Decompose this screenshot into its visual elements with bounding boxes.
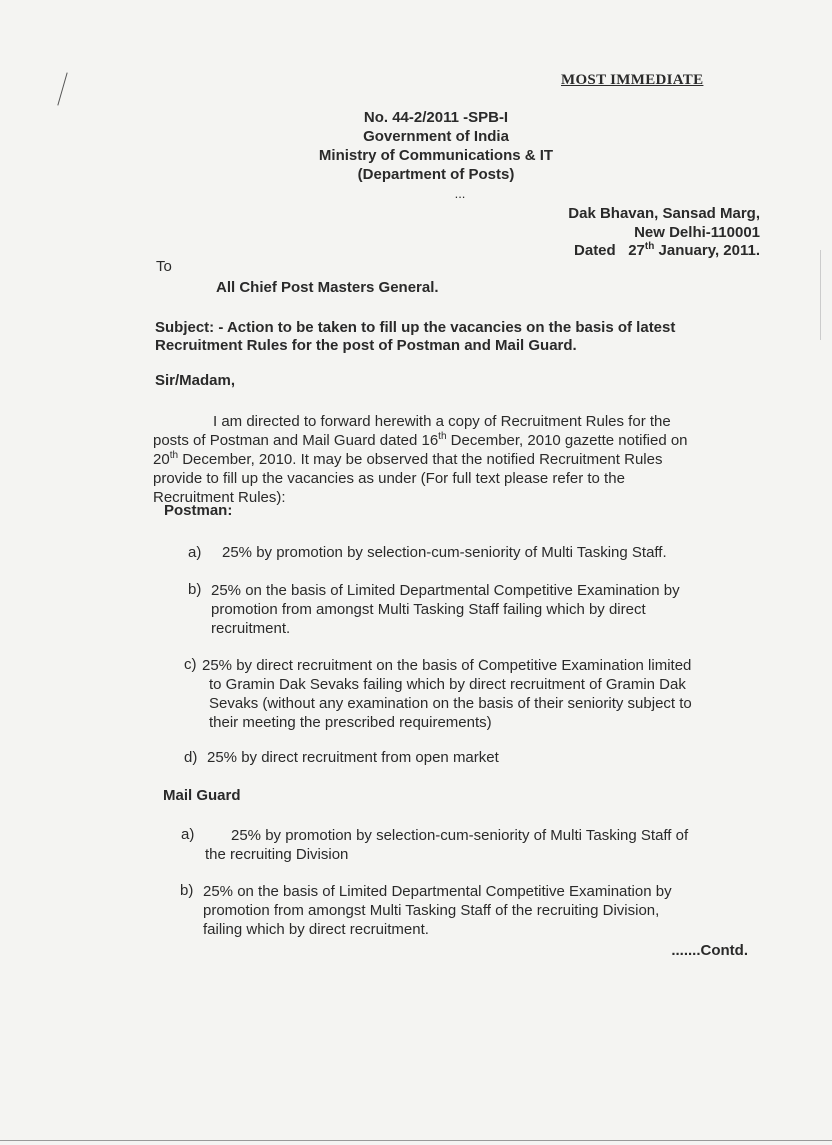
ministry-line: Ministry of Communications & IT <box>318 147 554 164</box>
separator-dots: ... <box>454 186 466 201</box>
postman-b-text <box>211 581 755 638</box>
postman-d-marker: d) <box>184 749 198 766</box>
body-line-2-sup: th <box>438 431 447 442</box>
body-line-3a: 20 <box>153 451 170 468</box>
body-line-4: provide to fill up the vacancies as under (For full text please refer to the <box>153 470 625 487</box>
postman-c-line-3: Sevaks (without any examination on the basis of their seniority subject to <box>209 695 692 712</box>
body-line-1: I am directed to forward herewith a copy of Recruitment Rules for the <box>213 413 671 430</box>
continued-marker: .......Contd. <box>671 942 748 959</box>
postman-b-marker: b) <box>188 581 202 598</box>
file-number: No. 44-2/2011 -SPB-I <box>363 109 509 126</box>
body-paragraph <box>153 412 758 507</box>
mail-guard-b-line-3: failing which by direct recruitment. <box>203 921 429 938</box>
address-line-1: Dak Bhavan, Sansad Marg, <box>568 205 760 222</box>
priority-label: MOST IMMEDIATE <box>561 72 704 88</box>
subject-line-2: Recruitment Rules for the post of Postman and Mail Guard. <box>155 337 577 354</box>
body-line-3 <box>153 450 758 469</box>
subject-block <box>155 319 760 355</box>
body-line-2b: December, 2010 gazette notified on <box>446 432 688 449</box>
recipient-name: All Chief Post Masters General. <box>216 279 439 296</box>
dated-label: Dated <box>574 242 616 259</box>
mail-guard-heading: Mail Guard <box>163 787 241 804</box>
salutation: Sir/Madam, <box>155 372 236 389</box>
pen-mark <box>57 73 67 106</box>
to-label: To <box>156 258 172 275</box>
mail-guard-b-line-1: 25% on the basis of Limited Departmental Competitive Examination by <box>203 883 672 900</box>
mail-guard-b-text <box>203 882 748 939</box>
body-line-3-sup: th <box>169 450 179 461</box>
postman-b-line-1: 25% on the basis of Limited Departmental Competitive Examination by <box>211 582 680 599</box>
postman-a-marker: a) <box>188 544 202 561</box>
address-line-2: New Delhi-110001 <box>634 224 760 241</box>
mail-guard-b-line-2: promotion from amongst Multi Tasking Staff of the recruiting Division, <box>203 902 660 919</box>
postman-c-line-4: their meeting the prescribed requirements) <box>209 714 492 731</box>
subject-line-1: Subject: - Action to be taken to fill up the vacancies on the basis of latest <box>155 319 676 336</box>
dated-day: 27 <box>628 242 645 259</box>
scan-bottom-line <box>0 1140 832 1141</box>
mail-guard-b-marker: b) <box>180 882 194 899</box>
postman-c-line-1: 25% by direct recruitment on the basis of Competitive Examination limited <box>202 657 692 674</box>
postman-c-line-2: to Gramin Dak Sevaks failing which by direct recruitment of Gramin Dak <box>209 676 686 693</box>
body-line-2 <box>153 431 758 450</box>
postman-b-line-2: promotion from amongst Multi Tasking Staff failing which by direct <box>211 601 646 618</box>
body-line-3b: December, 2010. It may be observed that the notified Recruitment Rules <box>178 451 663 468</box>
body-line-5: Recruitment Rules): <box>153 489 286 506</box>
mail-guard-a-text <box>205 826 750 864</box>
department-line: (Department of Posts) <box>357 166 515 183</box>
postman-b-line-3: recruitment. <box>211 620 291 637</box>
dated-rest: January, 2011. <box>658 242 760 259</box>
dated-line <box>460 242 760 259</box>
government-line: Government of India <box>363 128 509 145</box>
postman-d-text: 25% by direct recruitment from open market <box>207 749 499 766</box>
mail-guard-a-line-1: 25% by promotion by selection-cum-seniority of Multi Tasking Staff of <box>231 827 689 844</box>
dated-suffix: th <box>644 241 655 252</box>
mail-guard-a-marker: a) <box>181 826 195 843</box>
mail-guard-a-line-2: the recruiting Division <box>205 846 349 863</box>
postman-c-marker: c) <box>184 656 197 673</box>
scan-edge-line <box>820 250 821 340</box>
body-line-2a: posts of Postman and Mail Guard dated 16 <box>153 432 439 449</box>
postman-heading: Postman: <box>164 502 233 519</box>
postman-c-text <box>202 656 754 732</box>
postman-a-text: 25% by promotion by selection-cum-seniority of Multi Tasking Staff. <box>222 544 667 561</box>
